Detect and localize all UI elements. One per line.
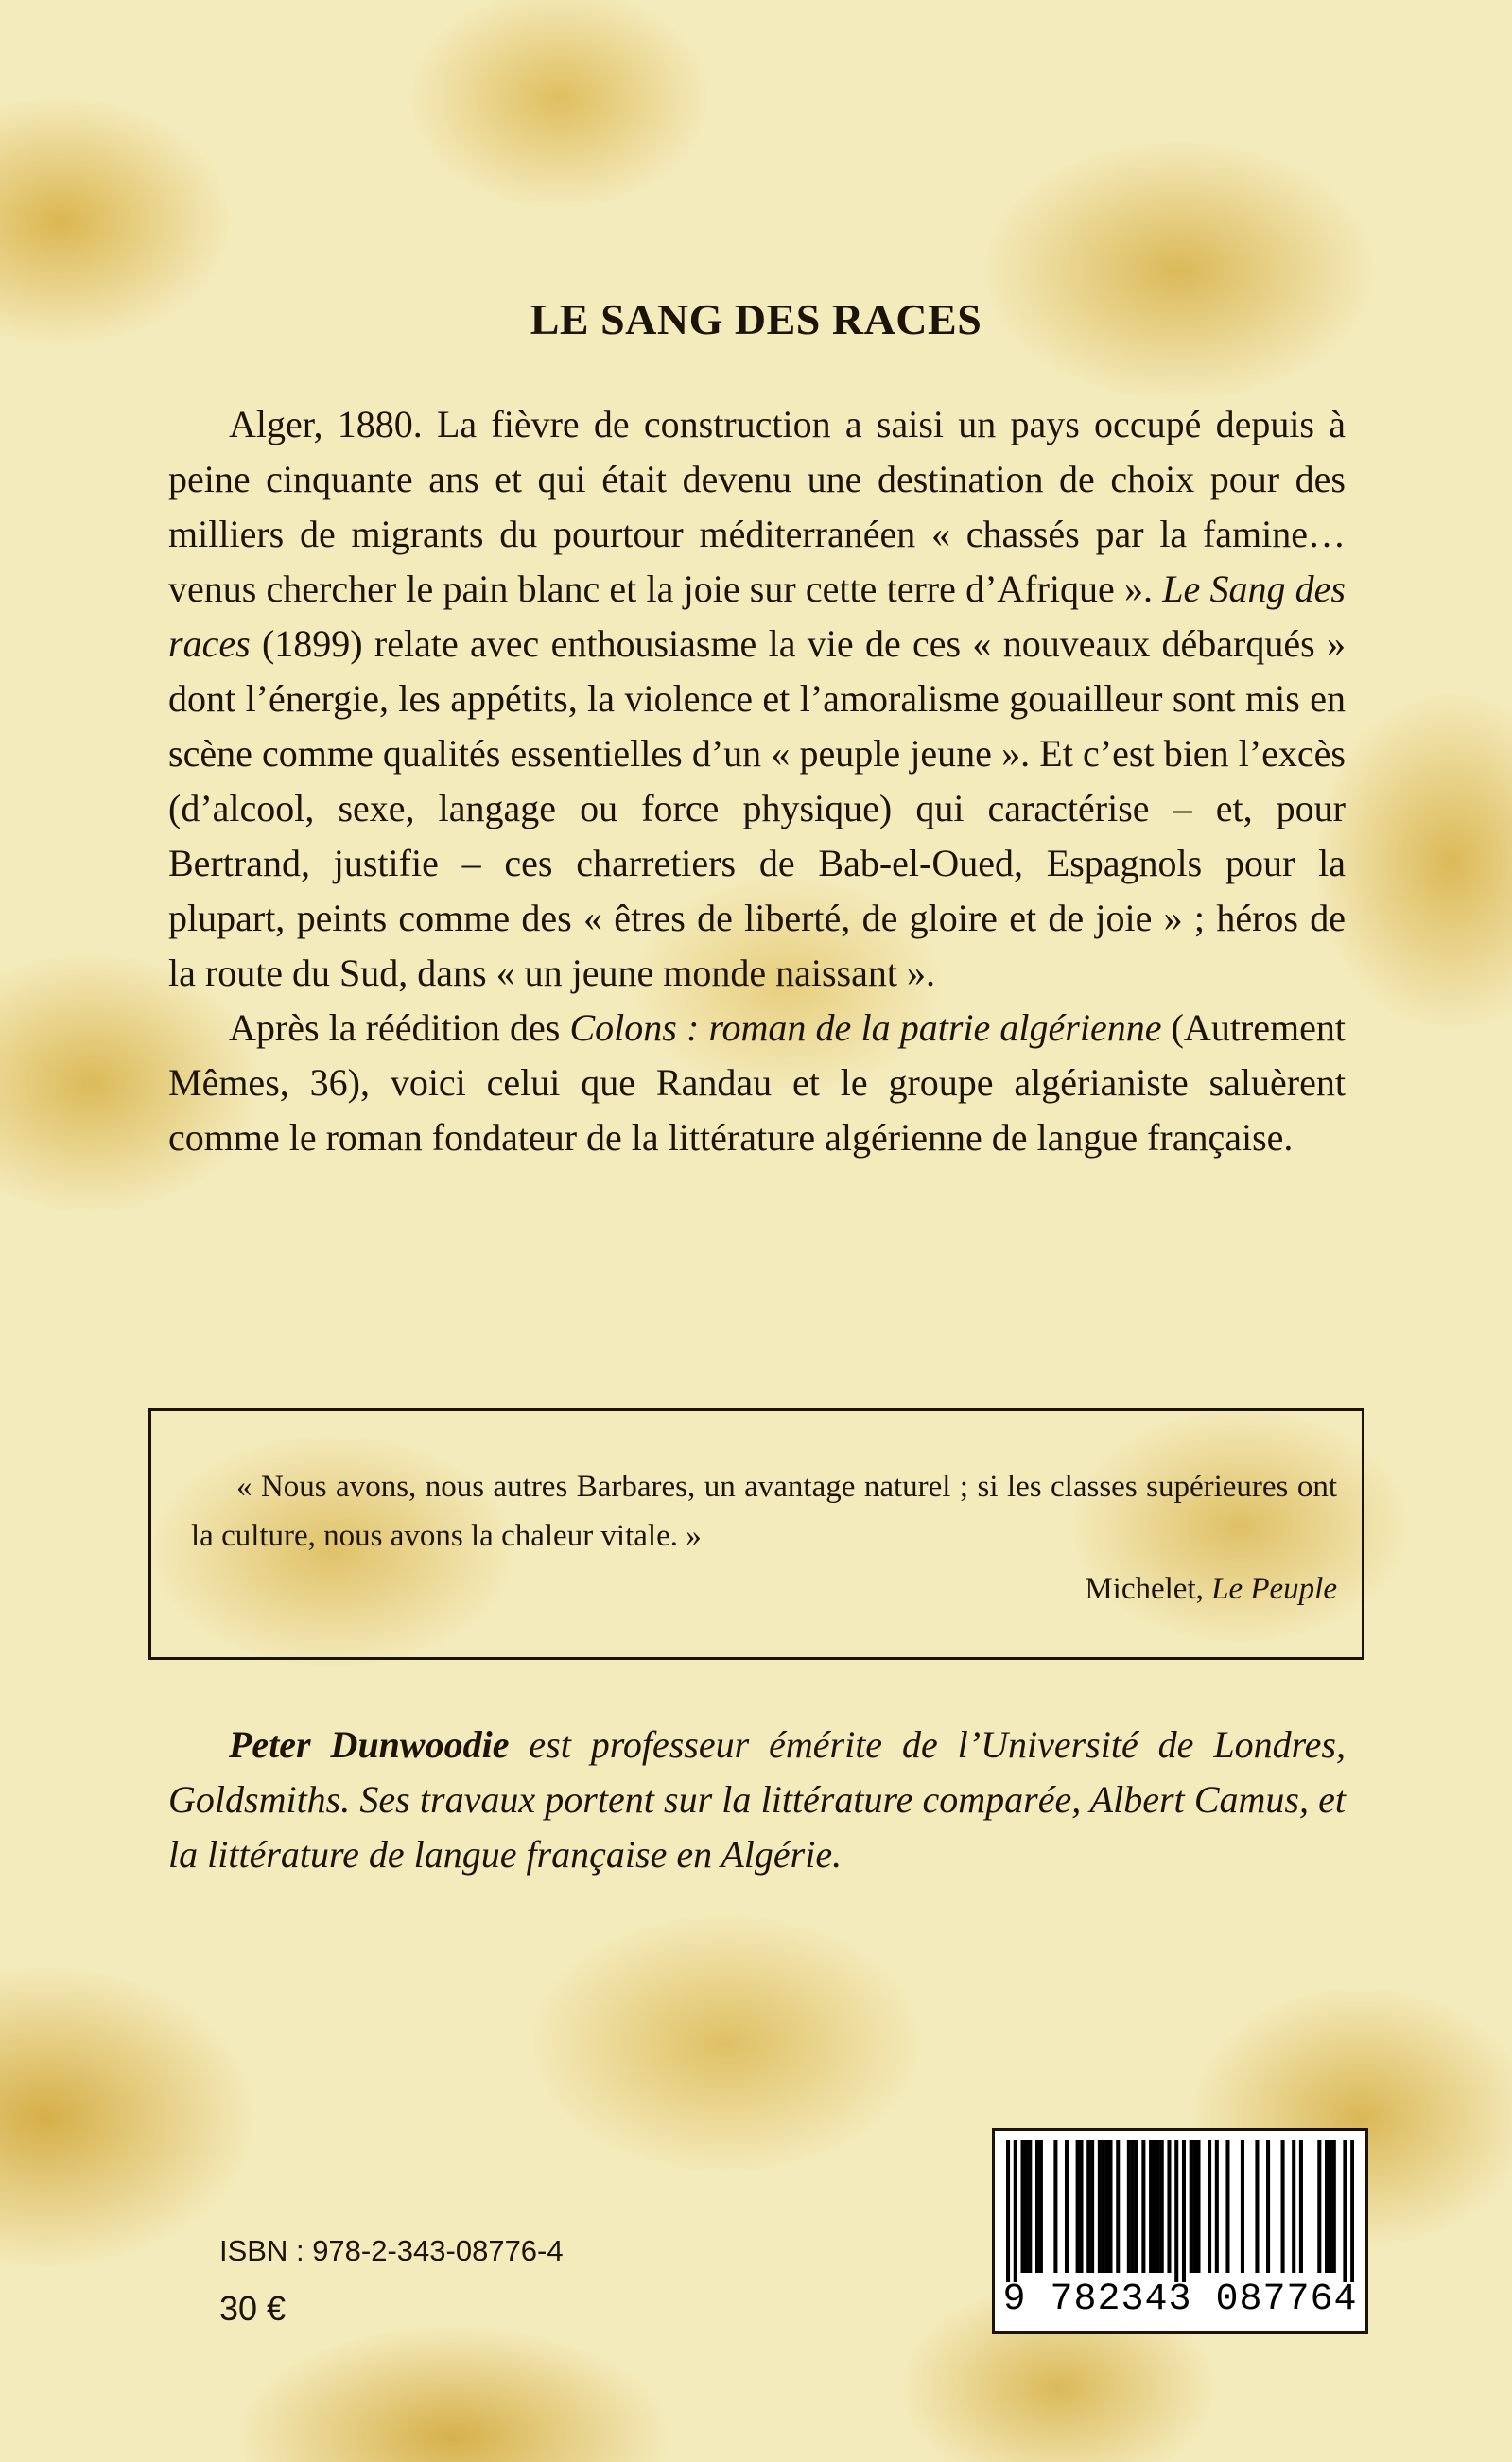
barcode-bar [1325, 2140, 1329, 2273]
barcode-bar [1174, 2140, 1178, 2282]
barcode-bar [1153, 2140, 1156, 2273]
epigraph-box [148, 1408, 1364, 1660]
summary-p1-italic-title: Le Sang des races [168, 567, 1346, 665]
author-bio-text: est professeur émérite de l’Université de Londres, Goldsmiths. Ses travaux portent sur la littérature comparée, Albert Camus, et la littérature de langue française en Algérie. [168, 1723, 1346, 1876]
barcode-bar [1098, 2140, 1102, 2273]
barcode-bar [1317, 2140, 1321, 2273]
barcode-bar [1028, 2140, 1032, 2273]
barcode-bar [1241, 2140, 1244, 2273]
barcode-bar [1196, 2140, 1200, 2273]
barcode-bar [1006, 2140, 1010, 2282]
barcode-bar [1329, 2140, 1332, 2273]
barcode-bar [1266, 2140, 1270, 2273]
barcode-bar [1255, 2140, 1259, 2273]
barcode-bar [1105, 2140, 1109, 2273]
barcode-bar [1190, 2140, 1193, 2273]
book-title: LE SANG DES RACES [530, 294, 982, 343]
barcode-bar [1024, 2140, 1028, 2273]
barcode-digits: 9 782343 087764 [1002, 2279, 1358, 2321]
epigraph-text: « Nous avons, nous autres Barbares, un avantage naturel ; si les classes supérieures ont la culture, nous avons la chaleur vitale. » [191, 1470, 1337, 1553]
summary-paragraph-2 [168, 1001, 1346, 1165]
barcode-bar [1020, 2140, 1024, 2273]
barcode-bar [1281, 2140, 1285, 2273]
epigraph-work: Le Peuple [1211, 1572, 1337, 1606]
barcode-bar [1135, 2140, 1138, 2273]
barcode-bars [1006, 2140, 1354, 2282]
barcode-bar [1086, 2140, 1090, 2273]
barcode-bar [1156, 2140, 1160, 2273]
barcode-bar [1065, 2140, 1069, 2273]
barcode-bar [1053, 2140, 1057, 2273]
barcode-bar [1149, 2140, 1153, 2273]
barcode-bar [1141, 2140, 1145, 2273]
barcode-bar [1108, 2140, 1112, 2273]
author-bio [168, 1718, 1346, 1882]
barcode-bar [1182, 2140, 1186, 2282]
barcode-bar [1299, 2140, 1303, 2273]
epigraph-author: Michelet, [1085, 1572, 1212, 1606]
barcode [992, 2128, 1368, 2334]
barcode-bar [1102, 2140, 1105, 2273]
barcode-bar [1090, 2140, 1094, 2273]
barcode-bar [1131, 2140, 1135, 2273]
barcode-bar [1014, 2140, 1017, 2282]
barcode-bar [1225, 2140, 1229, 2273]
barcode-bar [1116, 2140, 1120, 2273]
summary-p2-italic-title: Colons : roman de la patrie algérienne [569, 1006, 1162, 1049]
barcode-bar [1127, 2140, 1131, 2273]
barcode-bar [1332, 2140, 1336, 2273]
barcode-bar [1350, 2140, 1354, 2282]
barcode-bar [1167, 2140, 1171, 2273]
isbn: ISBN : 978-2-343-08776-4 [219, 2234, 564, 2267]
barcode-bar [1160, 2140, 1164, 2273]
summary-p1-text-2: (1899) relate avec enthousiasme la vie de ces « nouveaux débarqués » dont l’énergie, les appétits, la violence et l’amoralisme gouailleur sont mis en scène comme qualités essentielles d’un « peuple jeune ». Et c’est bien l’excès (d’alcool, sexe, langage ou force physique) qui caractérise – et, pour Bertrand, justifie – ces charretiers de Bab-el-Oued, Espagnols pour la plupart, peints comme des « êtres de liberté, de gloire et de joie » ; héros de la route du Sud, dans « un jeune monde naissant ». [168, 622, 1346, 994]
barcode-bar [1215, 2140, 1219, 2273]
barcode-bar [1193, 2140, 1197, 2273]
barcode-bar [1343, 2140, 1347, 2282]
summary [168, 397, 1346, 1165]
summary-p2-text-1: Après la réédition des [229, 1006, 570, 1049]
price: 30 € [219, 2289, 287, 2328]
author-name: Peter Dunwoodie [229, 1723, 510, 1766]
barcode-bar [1039, 2140, 1043, 2273]
barcode-bar [1076, 2140, 1080, 2273]
barcode-bar [1079, 2140, 1083, 2273]
summary-paragraph-1 [168, 397, 1346, 1001]
barcode-bar [1292, 2140, 1295, 2273]
epigraph-attribution [191, 1564, 1337, 1614]
summary-p2-text-2: (Autrement Mêmes, 36), voici celui que Randau et le groupe algérianiste saluèrent comme le roman fondateur de la littérature algérienne de langue française. [168, 1006, 1346, 1159]
summary-p1-text-1: Alger, 1880. La fièvre de construction a saisi un pays occupé depuis à peine cinquante ans et qui était devenu une destination de choix pour des milliers de migrants du pourtour méditerranéen « chassés par la famine… venus chercher le pain blanc et la joie sur cette terre d’Afrique ». [168, 403, 1346, 610]
barcode-bar [1208, 2140, 1211, 2273]
barcode-bar [1035, 2140, 1039, 2273]
